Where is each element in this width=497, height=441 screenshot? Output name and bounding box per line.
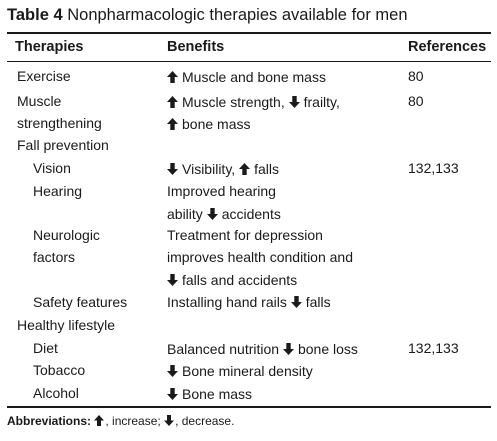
benefit-hearing-line1: Improved hearing: [167, 183, 276, 199]
benefit-exercise: Muscle and bone mass: [167, 69, 326, 85]
therapy-healthy-lifestyle: Healthy lifestyle: [17, 317, 116, 333]
benefit-alcohol: Bone mass: [167, 386, 252, 402]
header-benefits: Benefits: [167, 39, 225, 55]
table-title: Nonpharmacologic therapies available for men: [67, 6, 408, 24]
arrow-up-icon: [167, 96, 178, 108]
arrow-down-icon: [164, 415, 174, 426]
therapy-exercise: Exercise: [17, 68, 71, 84]
benefit-neurologic-line1: Treatment for depression: [167, 227, 323, 243]
footnote: [7, 414, 234, 428]
arrow-down-icon: [207, 208, 218, 220]
arrow-down-icon: [167, 388, 178, 400]
therapy-factors: factors: [33, 249, 76, 265]
table-number: Table 4: [7, 6, 63, 24]
therapy-alcohol: Alcohol: [33, 385, 79, 401]
benefit-vision: Visibility, falls: [167, 161, 279, 177]
therapy-fall-prevention: Fall prevention: [17, 137, 109, 153]
arrow-down-icon: [289, 96, 300, 108]
therapy-muscle: Muscle: [17, 93, 62, 109]
refs-vision: 132,133: [408, 160, 459, 176]
arrow-down-icon: [167, 274, 178, 286]
footnote-increase: , increase;: [105, 414, 161, 428]
benefit-neurologic-line3: falls and accidents: [167, 272, 297, 288]
top-rule: [7, 32, 491, 34]
refs-muscle: 80: [408, 93, 424, 109]
header-rule: [7, 61, 491, 62]
arrow-up-icon: [239, 163, 250, 175]
benefit-neurologic-line2: improves health condition and: [167, 249, 354, 265]
arrow-down-icon: [291, 296, 302, 308]
footnote-decrease: , decrease.: [175, 414, 235, 428]
arrow-up-icon: [94, 415, 104, 426]
therapy-vision: Vision: [33, 160, 71, 176]
bottom-rule: [7, 406, 491, 408]
therapy-strengthening: strengthening: [17, 115, 102, 131]
arrow-down-icon: [167, 365, 178, 377]
benefit-muscle-line1: Muscle strength, frailty,: [167, 94, 340, 110]
benefit-tobacco: Bone mineral density: [167, 363, 313, 379]
table-caption: [7, 6, 408, 25]
refs-diet: 132,133: [408, 340, 459, 356]
therapy-tobacco: Tobacco: [33, 362, 86, 378]
benefit-safety: Installing hand rails falls: [167, 294, 331, 310]
therapy-diet: Diet: [33, 340, 58, 356]
footnote-label: Abbreviations:: [7, 414, 92, 428]
therapy-neurologic: Neurologic: [33, 227, 100, 243]
arrow-down-icon: [283, 343, 294, 355]
arrow-up-icon: [167, 118, 178, 130]
header-therapies: Therapies: [15, 39, 84, 55]
refs-exercise: 80: [408, 68, 424, 84]
arrow-up-icon: [167, 71, 178, 83]
header-references: References: [408, 39, 487, 55]
therapy-safety: Safety features: [33, 294, 128, 310]
therapy-hearing: Hearing: [33, 183, 83, 199]
benefit-hearing-line2: ability accidents: [167, 206, 281, 222]
benefit-muscle-line2: bone mass: [167, 116, 250, 132]
benefit-diet: Balanced nutrition bone loss: [167, 341, 358, 357]
arrow-down-icon: [167, 163, 178, 175]
